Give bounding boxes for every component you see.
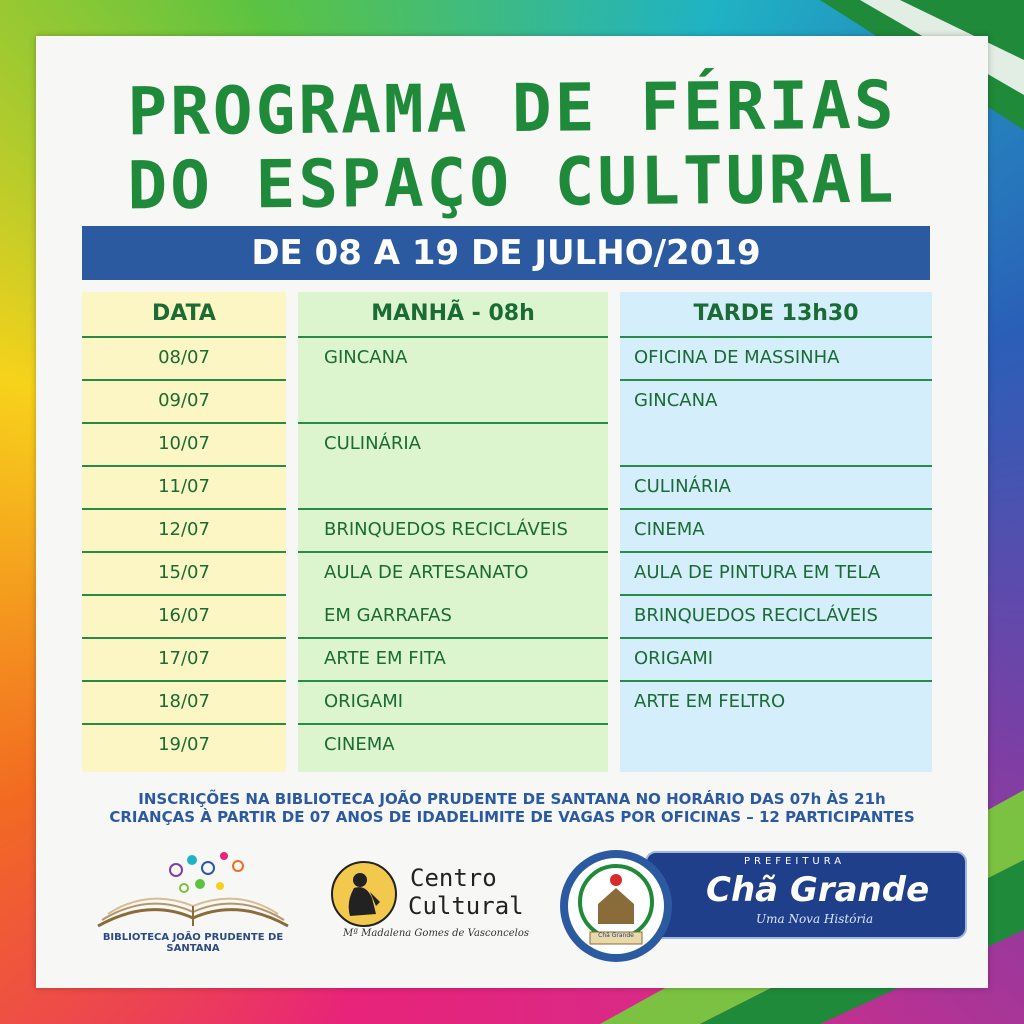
centro-cultural-logo bbox=[326, 858, 546, 948]
tarde-column bbox=[620, 292, 932, 772]
manha-activity: EM GARRAFAS bbox=[324, 605, 452, 626]
biblioteca-name: BIBLIOTECA JOÃO PRUDENTE DE SANTANA bbox=[102, 932, 284, 954]
title-line-2: DO ESPAÇO CULTURAL bbox=[127, 140, 897, 225]
date-cell: 11/07 bbox=[158, 476, 210, 497]
info-line-2: CRIANÇAS À PARTIR DE 07 ANOS DE IDADELIMITE DE VAGAS POR OFICINAS – 12 PARTICIPANTES bbox=[109, 808, 915, 826]
biblioteca-logo bbox=[88, 848, 298, 954]
tarde-activity: ARTE EM FELTRO bbox=[634, 691, 786, 712]
manha-activity: CULINÁRIA bbox=[324, 433, 421, 454]
date-cell: 17/07 bbox=[158, 648, 210, 669]
tarde-activity: CINEMA bbox=[634, 519, 705, 540]
tarde-activity: BRINQUEDOS RECICLÁVEIS bbox=[634, 605, 878, 626]
tarde-activity: OFICINA DE MASSINHA bbox=[634, 347, 840, 368]
date-range-banner: DE 08 A 19 DE JULHO/2019 bbox=[82, 226, 930, 280]
date-cell: 15/07 bbox=[158, 562, 210, 583]
seal-label: Chã Grande bbox=[598, 932, 634, 939]
tarde-header: TARDE 13h30 bbox=[693, 301, 859, 326]
tarde-activity: CULINÁRIA bbox=[634, 476, 731, 497]
open-book-icon bbox=[88, 848, 298, 932]
centro-subtitle: Mª Madalena Gomes de Vasconcelos bbox=[343, 928, 529, 939]
prefeitura-slogan: Uma Nova História bbox=[756, 912, 874, 926]
manha-activity: BRINQUEDOS RECICLÁVEIS bbox=[324, 519, 568, 540]
date-cell: 10/07 bbox=[158, 433, 210, 454]
prefeitura-name: Chã Grande bbox=[706, 870, 930, 910]
manha-activity: CINEMA bbox=[324, 734, 395, 755]
date-cell: 08/07 bbox=[158, 347, 210, 368]
manha-column bbox=[298, 292, 608, 772]
data-header: DATA bbox=[152, 301, 216, 326]
date-cell: 16/07 bbox=[158, 605, 210, 626]
manha-activity: ARTE EM FITA bbox=[324, 648, 446, 669]
centro-label: Centro bbox=[410, 864, 497, 892]
title-line-1: PROGRAMA DE FÉRIAS bbox=[127, 66, 897, 151]
prefeitura-small-label: PREFEITURA bbox=[744, 856, 846, 867]
thinker-statue-icon bbox=[326, 858, 406, 928]
info-line-1: INSCRIÇÕES NA BIBLIOTECA JOÃO PRUDENTE DE SANTANA NO HORÁRIO DAS 07h ÀS 21h bbox=[138, 790, 886, 808]
cultural-label: Cultural bbox=[408, 892, 524, 920]
date-cell: 09/07 bbox=[158, 390, 210, 411]
date-cell: 18/07 bbox=[158, 691, 210, 712]
tarde-activity: AULA DE PINTURA EM TELA bbox=[634, 562, 881, 583]
data-column bbox=[82, 292, 286, 772]
date-cell: 19/07 bbox=[158, 734, 210, 755]
poster-card bbox=[36, 36, 988, 988]
prefeitura-logo bbox=[556, 846, 976, 966]
date-cell: 12/07 bbox=[158, 519, 210, 540]
tarde-activity: GINCANA bbox=[634, 390, 718, 411]
manha-activity: ORIGAMI bbox=[324, 691, 404, 712]
manha-activity: AULA DE ARTESANATO bbox=[324, 562, 529, 583]
manha-header: MANHÃ - 08h bbox=[371, 301, 535, 326]
tarde-activity: ORIGAMI bbox=[634, 648, 714, 669]
manha-activity: GINCANA bbox=[324, 347, 408, 368]
